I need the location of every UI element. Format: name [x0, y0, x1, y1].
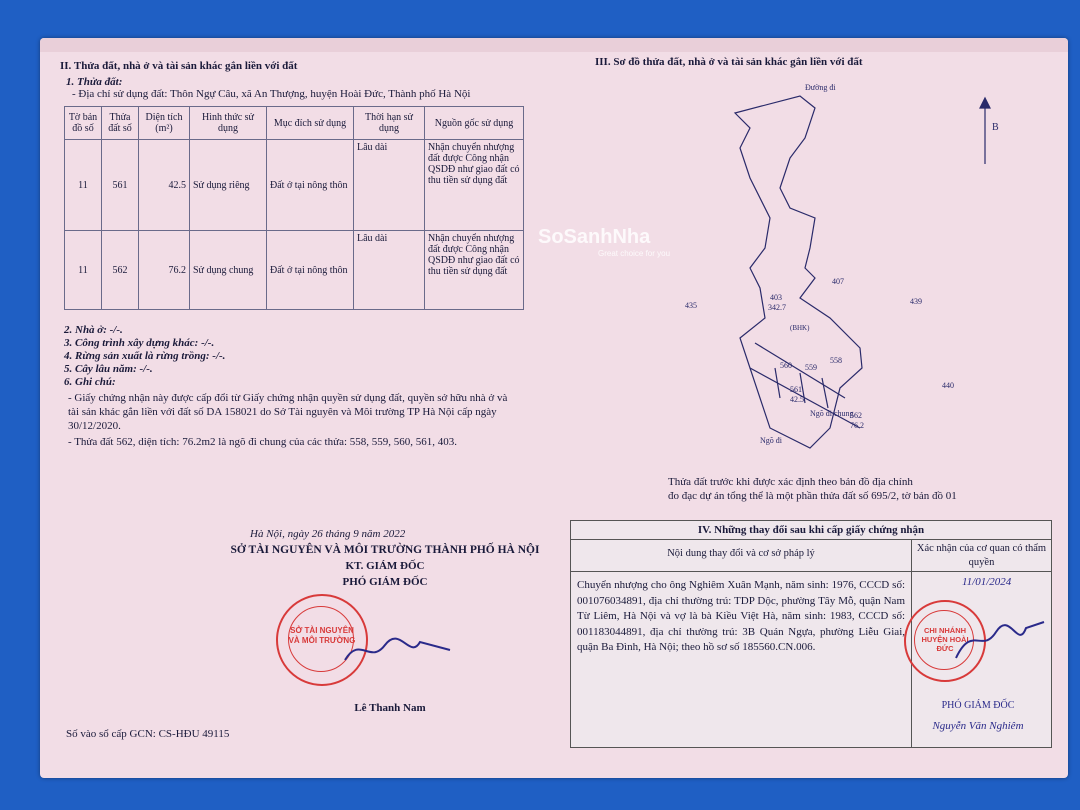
map-label: 435 [685, 301, 697, 310]
land-label: 1. Thửa đất: [66, 76, 123, 88]
confirm-date: 11/01/2024 [962, 576, 1012, 588]
registry-number: Số vào sổ cấp GCN: CS-HĐU 49115 [66, 728, 230, 740]
item-house: 2. Nhà ở: -/-. [64, 324, 123, 336]
confirm-title: PHÓ GIÁM ĐỐC [941, 700, 1015, 711]
section3-heading: III. Sơ đồ thửa đất, nhà ở và tài sản khác gắn liền với đất [595, 56, 863, 68]
cell-origin: Nhận chuyển nhượng đất được Công nhận QSDĐ như giao đất có thu tiền sử dụng đất [425, 140, 524, 231]
map-label: 403 [770, 293, 782, 302]
address-value: Thôn Ngự Câu, xã An Thượng, huyện Hoài Đức, Thành phố Hà Nội [170, 88, 471, 100]
signer-name: Lê Thanh Nam [354, 702, 426, 714]
item-perennial: 5. Cây lâu năm: -/-. [64, 363, 153, 375]
cell-parcel: 562 [102, 231, 139, 310]
map-label: 76.2 [850, 421, 864, 430]
map-label: 558 [830, 356, 842, 365]
cell-term: Lâu dài [354, 140, 425, 231]
item-notes: 6. Ghi chú: [64, 376, 116, 388]
change-content: Chuyển nhượng cho ông Nghiêm Xuân Mạnh, năm sinh: 1976, CCCD số: 001076034891, địa chỉ thường trú: TDP Dộc, phường Tây Mỗ, quận Nam Từ Liêm, Hà Nội và vợ là bà Kiều Việt Hà, năm sinh: 1983, CCCD số: 001183044891, địa chỉ thường trú: 3B Quán Ngựa, phường Liễu Giai, quận Ba Đình, Hà Nội; theo hồ sơ số 185560.CN.006. [577, 579, 905, 653]
branch-stamp-label: CHI NHÁNH HUYỆN HOÀI ĐỨC [921, 626, 969, 653]
col-map-sheet: Tờ bản đồ số [65, 107, 102, 140]
note-exchange: - Giấy chứng nhận này được cấp đổi từ Giấy chứng nhận quyền sử dụng đất, quyền sở hữu nhà ở và tài sản khác gắn liền với đất số DA 158021 do Sở Tài nguyên và Môi trường TP Hà Nội cấp ngày 30/12/2020. [68, 392, 508, 432]
cell-usage-form: Sử dụng chung [190, 231, 267, 310]
col-area: Diện tích (m²) [139, 107, 190, 140]
col-term: Thời hạn sử dụng [354, 107, 425, 140]
col-confirm-header: Xác nhận của cơ quan có thẩm quyền [912, 540, 1051, 572]
confirm-col [912, 540, 1051, 747]
item-forest: 4. Rừng sản xuất là rừng trồng: -/-. [64, 350, 226, 362]
table-row [65, 140, 524, 231]
map-label: 42.5 [790, 395, 804, 404]
north-label: B [992, 122, 999, 133]
certificate-page [40, 38, 1068, 778]
col-parcel: Thửa đất số [102, 107, 139, 140]
item-other-works: 3. Công trình xây dựng khác: -/-. [64, 337, 215, 349]
watermark-brand: SoSanhNha [538, 226, 651, 248]
signing-date: Hà Nội, ngày 26 tháng 9 năm 2022 [250, 528, 406, 540]
changes-content-col [571, 540, 912, 747]
watermark [538, 226, 670, 258]
north-arrow-head [980, 98, 990, 108]
map-label: 559 [805, 363, 817, 372]
cell-usage-form: Sử dụng riêng [190, 140, 267, 231]
address-line [72, 88, 470, 101]
confirm-name: Nguyễn Văn Nghiêm [932, 720, 1024, 732]
map-label: 342.7 [768, 303, 786, 312]
map-label: Đường đi [805, 83, 836, 92]
section4-heading: IV. Những thay đổi sau khi cấp giấy chứng nhận [571, 521, 1051, 540]
map-label: Ngõ đi chung [810, 409, 854, 418]
note-shared-lane: - Thửa đất 562, diện tích: 76.2m2 là ngõ đi chung của các thửa: 558, 559, 560, 561, 403. [68, 436, 458, 448]
cell-map-sheet: 11 [65, 231, 102, 310]
divider [775, 368, 780, 398]
diagram-caption-2: đo đạc dự án tổng thể là một phần thửa đất số 695/2, tờ bản đồ 01 [668, 490, 957, 502]
cell-origin: Nhận chuyển nhượng đất được Công nhận QSDĐ như giao đất có thu tiền sử dụng đất [425, 231, 524, 310]
land-table [64, 106, 524, 310]
parcel-diagram [600, 68, 1040, 478]
land-table-header [65, 107, 524, 140]
map-label: (BHK) [790, 324, 810, 332]
map-label: 440 [942, 381, 954, 390]
col-origin: Nguồn gốc sử dụng [425, 107, 524, 140]
map-label: 439 [910, 297, 922, 306]
map-label: Ngõ đi [760, 436, 782, 445]
map-label: 561 [790, 385, 802, 394]
cell-purpose: Đất ở tại nông thôn [267, 140, 354, 231]
watermark-tagline: Great choice for you [598, 249, 671, 258]
col-content-header: Nội dung thay đổi và cơ sở pháp lý [571, 540, 911, 572]
changes-box [570, 520, 1052, 748]
signing-org: SỞ TÀI NGUYÊN VÀ MÔI TRƯỜNG THÀNH PHỐ HÀ NỘI [230, 544, 540, 556]
address-label: - Địa chỉ sử dụng đất: [72, 88, 168, 100]
table-row [65, 231, 524, 310]
map-label: 562 [850, 411, 862, 420]
map-label: 560 [780, 361, 792, 370]
cell-parcel: 561 [102, 140, 139, 231]
director-signature [340, 630, 460, 670]
signing-title: PHÓ GIÁM ĐỐC [342, 576, 428, 588]
divider [822, 378, 828, 408]
cell-area: 76.2 [139, 231, 190, 310]
confirm-signature [952, 614, 1048, 666]
cell-area: 42.5 [139, 140, 190, 231]
cell-map-sheet: 11 [65, 140, 102, 231]
cell-purpose: Đất ở tại nông thôn [267, 231, 354, 310]
map-label: 407 [832, 277, 844, 286]
stamp-label: SỞ TÀI NGUYÊN VÀ MÔI TRƯỜNG [288, 626, 356, 645]
signing-kt: KT. GIÁM ĐỐC [345, 560, 425, 572]
col-usage-form: Hình thức sử dụng [190, 107, 267, 140]
col-purpose: Mục đích sử dụng [267, 107, 354, 140]
section2-heading: II. Thửa đất, nhà ở và tài sản khác gắn liền với đất [60, 60, 298, 72]
cell-term: Lâu dài [354, 231, 425, 310]
diagram-caption-1: Thửa đất trước khi được xác định theo bản đồ địa chính [668, 476, 913, 488]
